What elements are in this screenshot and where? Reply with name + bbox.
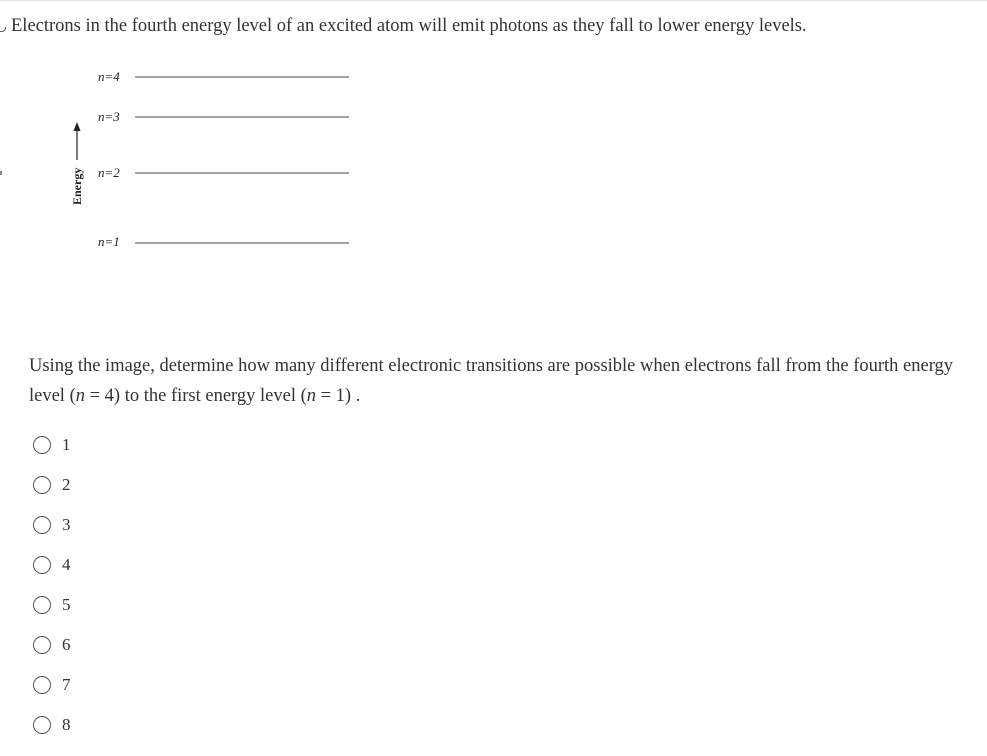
radio-button[interactable] [33,716,51,734]
answer-option[interactable] [33,705,71,745]
left-edge-marker [0,27,6,32]
radio-button[interactable] [33,556,51,574]
level-label-n3: n=3 [98,109,120,124]
answer-option[interactable] [33,585,71,625]
radio-button[interactable] [33,516,51,534]
option-label[interactable]: 1 [62,435,71,454]
answer-options [33,425,71,745]
option-label[interactable]: 3 [62,515,71,534]
question-intro: Electrons in the fourth energy level of an excited atom will emit photons as they fall to lower energy levels. [11,16,807,36]
option-label[interactable]: 8 [62,715,71,734]
energy-axis-arrowhead [74,122,81,131]
option-label[interactable]: 2 [62,475,71,494]
prompt-text-mid: = 4) to the first energy level ( [85,386,307,406]
radio-button[interactable] [33,676,51,694]
answer-option[interactable] [33,505,71,545]
option-label[interactable]: 5 [62,595,71,614]
answer-option[interactable] [33,625,71,665]
answer-option[interactable] [33,465,71,505]
prompt-variable-n-second: n [306,386,316,406]
level-label-n1: n=1 [98,234,120,249]
level-label-n4: n=4 [98,69,120,84]
prompt-text-before: Using the image, determine how many different electronic transitions are possible when electrons fall from the fourth energy level ( [29,356,954,406]
question-prompt [29,351,984,411]
answer-option[interactable] [33,545,71,585]
option-label[interactable]: 7 [62,675,71,694]
top-divider [0,0,987,1]
option-label[interactable]: 6 [62,635,71,654]
prompt-variable-n-first: n [75,386,85,406]
answer-option[interactable] [33,665,71,705]
level-label-n2: n=2 [98,165,120,180]
radio-button[interactable] [33,436,51,454]
answer-option[interactable] [33,425,71,465]
energy-axis-label: Energy [70,167,84,205]
prompt-text-after: = 1) . [316,386,361,406]
radio-button[interactable] [33,596,51,614]
radio-button[interactable] [33,476,51,494]
energy-level-diagram [60,60,360,270]
left-edge-tick [0,171,2,175]
radio-button[interactable] [33,636,51,654]
option-label[interactable]: 4 [62,555,71,574]
